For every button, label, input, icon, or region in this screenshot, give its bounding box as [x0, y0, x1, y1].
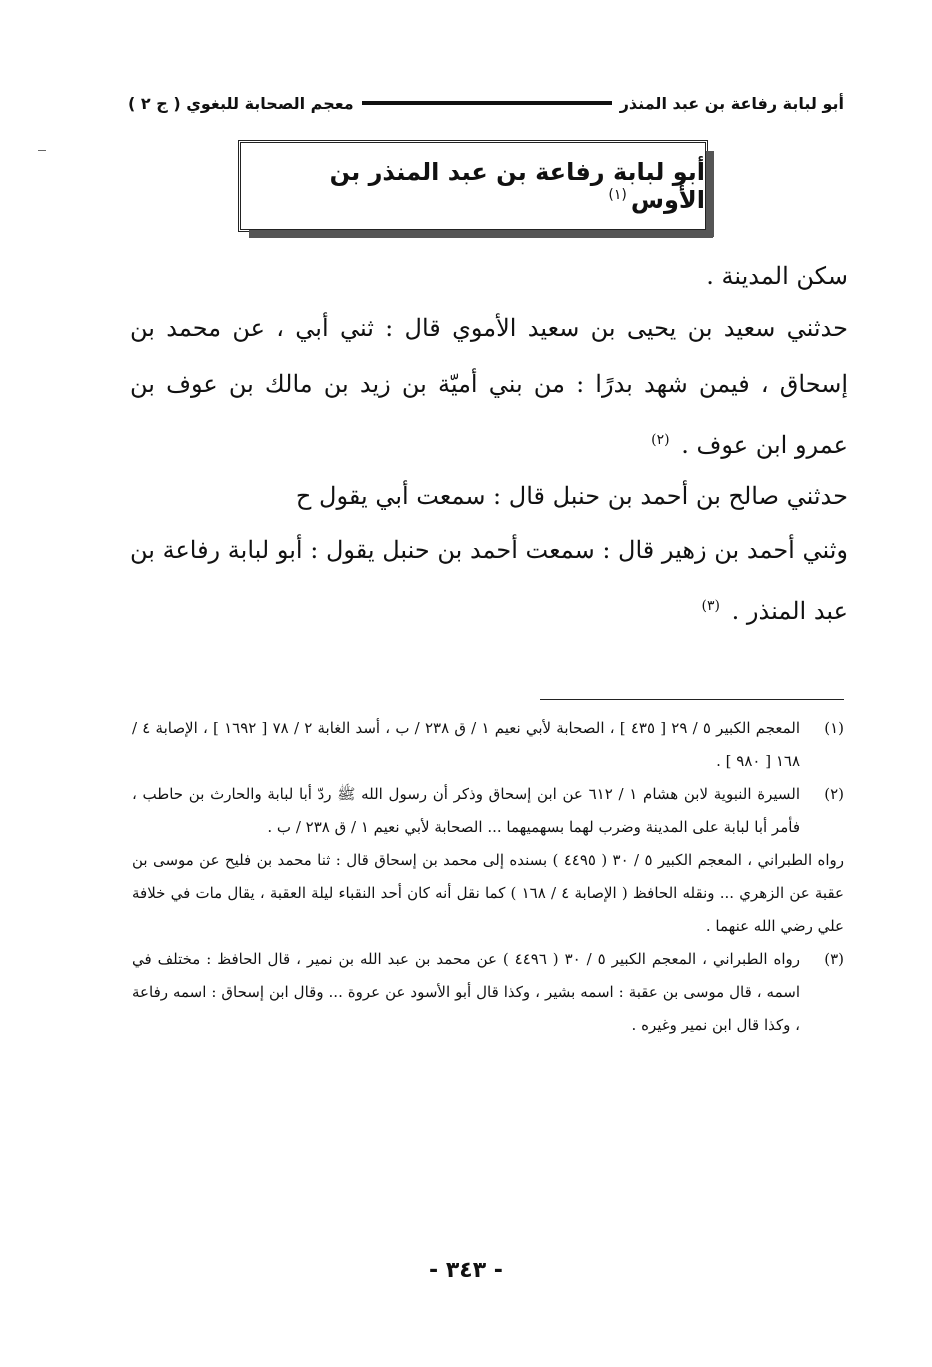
footnote-text: رواه الطبراني ، المعجم الكبير ٥ / ٣٠ ( ٤٤٩٦ ) عن محمد بن عبد الله بن نمير ، قال الحافظ : مختلف في اسمه ، قال موسى بن عقبة : اسمه بشير ، وكذا قال أبو الأسود عن عروة ... وقال ابن إسحاق : اسمه رفاعة ، وكذا قال ابن نمير وغيره . [132, 950, 800, 1034]
body-footnote-ref-3: (٣) [701, 598, 721, 614]
body-paragraph-2 [130, 300, 848, 473]
footnote-2 [132, 778, 844, 844]
body-paragraph-4-text: وثني أحمد بن زهير قال : سمعت أحمد بن حنبل يقول : أبو لبابة رفاعة بن عبد المنذر . [130, 536, 848, 625]
body-paragraph-1: سكن المدينة . [706, 262, 848, 290]
entry-title [241, 158, 705, 214]
header-book-title: معجم الصحابة للبغوي ( ج ٢ ) [128, 93, 354, 113]
footnote-number: (١) [824, 719, 844, 737]
page-number: - ٣٤٣ - [429, 1258, 503, 1283]
body-footnote-ref-2: (٢) [651, 432, 670, 448]
footnote-text: المعجم الكبير ٥ / ٢٩ [ ٤٣٥ ] ، الصحابة لأبي نعيم ١ / ق ٢٣٨ / ب ، أسد الغابة ٢ / ٧٨ [ ١٦٩٢ ] ، الإصابة ٤ / ١٦٨ [ ٩٨٠ ] . [132, 719, 801, 770]
footnote-number: (٣) [824, 950, 844, 968]
body-paragraph-4 [130, 522, 848, 639]
footnote-2-continuation: رواه الطبراني ، المعجم الكبير ٥ / ٣٠ ( ٤٤٩٥ ) بسنده إلى محمد بن إسحاق قال : ثنا محمد بن فليح عن موسى بن عقبة عن الزهري ... ونقله الحافظ ( الإصابة ٤ / ١٦٨ ) كما نقل أنه كان أحد النقباء ليلة العقبة ، يقال مات في خلافة علي رضي الله عنهما . [132, 851, 845, 935]
title-box-shadow-bottom [249, 230, 713, 238]
entry-title-box [238, 140, 708, 232]
body-paragraph-2-text: حدثني سعيد بن يحيى بن سعيد الأموي قال : ثني أبي ، عن محمد بن إسحاق ، فيمن شهد بدرًا : من بني أميّة بن زيد بن مالك بن عوف بن عمرو ابن عوف . [130, 314, 848, 459]
footnotes [132, 712, 844, 1042]
footnote-text: السيرة النبوية لابن هشام ١ / ٦١٢ عن ابن إسحاق وذكر أن رسول الله ﷺ ردّ أبا لبابة والحارث بن حاطب ، فأمر أبا لبابة على المدينة وضرب لهما بسهميهما ... الصحابة لأبي نعيم ١ / ق ٢٣٨ / ب . [132, 785, 801, 836]
title-footnote-ref: (١) [608, 187, 627, 203]
margin-mark [38, 150, 46, 151]
running-header [128, 90, 844, 116]
body-paragraph-3: حدثني صالح بن أحمد بن حنبل قال : سمعت أبي يقول ح [295, 482, 848, 510]
entry-title-text: أبو لبابة رفاعة بن عبد المنذر بن الأوس [329, 158, 705, 214]
footnote-1 [132, 712, 844, 778]
header-entry-name: أبو لبابة رفاعة بن عبد المنذر [619, 93, 844, 113]
footnote-number: (٢) [824, 785, 844, 803]
title-box-shadow [706, 151, 714, 237]
footnote-divider [540, 699, 844, 700]
header-rule [362, 101, 612, 105]
footnote-3 [132, 943, 844, 1042]
